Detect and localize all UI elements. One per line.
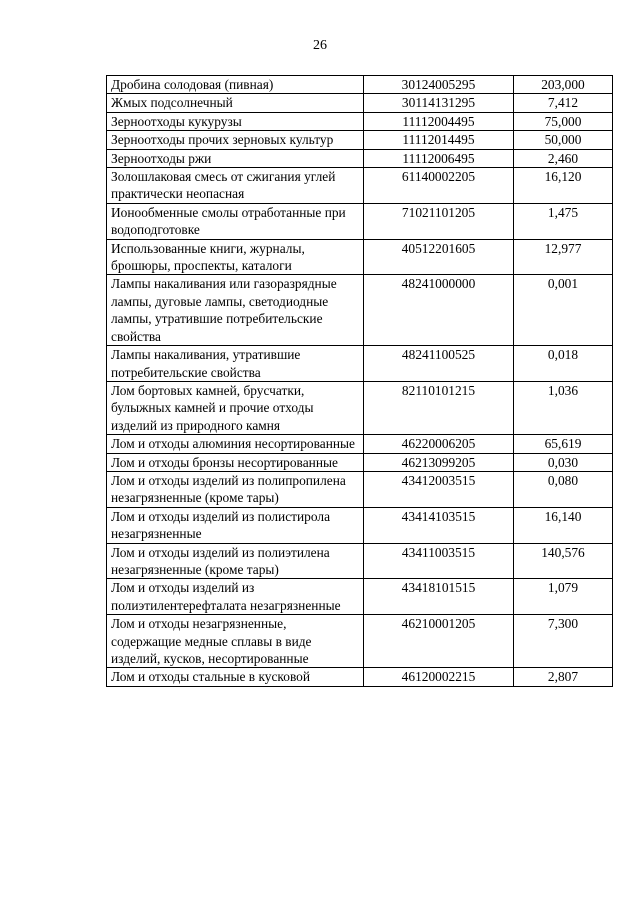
waste-code-cell: 48241100525 [364, 346, 514, 382]
waste-mass-cell: 16,140 [514, 507, 613, 543]
waste-code-cell: 43414103515 [364, 507, 514, 543]
waste-code-cell: 61140002205 [364, 168, 514, 204]
waste-code-cell: 11112014495 [364, 131, 514, 149]
waste-mass-cell: 1,079 [514, 579, 613, 615]
waste-code-cell: 48241000000 [364, 275, 514, 346]
waste-code-cell: 11112006495 [364, 149, 514, 167]
waste-mass-cell: 1,475 [514, 203, 613, 239]
table-row [107, 453, 613, 471]
waste-code-cell: 71021101205 [364, 203, 514, 239]
table-row [107, 615, 613, 668]
waste-name-cell: Лампы накаливания или газоразрядные лампы, дуговые лампы, светодиодные лампы, утратившие потребительские свойства [107, 275, 364, 346]
waste-code-cell: 30114131295 [364, 94, 514, 112]
table-row [107, 76, 613, 94]
waste-mass-cell: 0,080 [514, 471, 613, 507]
table-row [107, 149, 613, 167]
waste-name-cell: Зерноотходы ржи [107, 149, 364, 167]
table-row [107, 131, 613, 149]
waste-mass-cell: 0,018 [514, 346, 613, 382]
waste-table [106, 75, 613, 687]
waste-name-cell: Жмых подсолнечный [107, 94, 364, 112]
waste-name-cell: Лампы накаливания, утратившие потребительские свойства [107, 346, 364, 382]
waste-code-cell: 43412003515 [364, 471, 514, 507]
waste-mass-cell: 75,000 [514, 112, 613, 130]
waste-mass-cell: 16,120 [514, 168, 613, 204]
table-row [107, 275, 613, 346]
waste-mass-cell: 0,001 [514, 275, 613, 346]
waste-name-cell: Зерноотходы прочих зерновых культур [107, 131, 364, 149]
waste-name-cell: Лом и отходы изделий из полиэтилентерефталата незагрязненные [107, 579, 364, 615]
table-body [107, 76, 613, 687]
waste-mass-cell: 7,412 [514, 94, 613, 112]
waste-name-cell: Лом и отходы изделий из полистирола незагрязненные [107, 507, 364, 543]
table-row [107, 471, 613, 507]
table-row [107, 112, 613, 130]
waste-name-cell: Лом и отходы изделий из полиэтилена незагрязненные (кроме тары) [107, 543, 364, 579]
table-row [107, 579, 613, 615]
waste-name-cell: Использованные книги, журналы, брошюры, проспекты, каталоги [107, 239, 364, 275]
table-row [107, 346, 613, 382]
waste-mass-cell: 203,000 [514, 76, 613, 94]
waste-mass-cell: 7,300 [514, 615, 613, 668]
table-row [107, 381, 613, 434]
waste-mass-cell: 0,030 [514, 453, 613, 471]
table-row [107, 543, 613, 579]
waste-name-cell: Лом и отходы изделий из полипропилена незагрязненные (кроме тары) [107, 471, 364, 507]
waste-mass-cell: 65,619 [514, 435, 613, 453]
table-row [107, 668, 613, 686]
waste-code-cell: 43411003515 [364, 543, 514, 579]
table-row [107, 239, 613, 275]
waste-name-cell: Зерноотходы кукурузы [107, 112, 364, 130]
table-row [107, 203, 613, 239]
waste-code-cell: 40512201605 [364, 239, 514, 275]
table-row [107, 168, 613, 204]
waste-code-cell: 43418101515 [364, 579, 514, 615]
waste-mass-cell: 1,036 [514, 381, 613, 434]
page-number: 26 [313, 38, 327, 53]
waste-code-cell: 46120002215 [364, 668, 514, 686]
waste-name-cell: Ионообменные смолы отработанные при водоподготовке [107, 203, 364, 239]
waste-code-cell: 11112004495 [364, 112, 514, 130]
waste-mass-cell: 2,807 [514, 668, 613, 686]
waste-mass-cell: 2,460 [514, 149, 613, 167]
table-row [107, 435, 613, 453]
waste-mass-cell: 50,000 [514, 131, 613, 149]
waste-name-cell: Дробина солодовая (пивная) [107, 76, 364, 94]
waste-name-cell: Лом бортовых камней, брусчатки, булыжных камней и прочие отходы изделий из природного камня [107, 381, 364, 434]
waste-mass-cell: 140,576 [514, 543, 613, 579]
waste-name-cell: Лом и отходы стальные в кусковой [107, 668, 364, 686]
waste-code-cell: 82110101215 [364, 381, 514, 434]
waste-name-cell: Золошлаковая смесь от сжигания углей практически неопасная [107, 168, 364, 204]
table-row [107, 507, 613, 543]
waste-name-cell: Лом и отходы бронзы несортированные [107, 453, 364, 471]
waste-code-cell: 46213099205 [364, 453, 514, 471]
table-row [107, 94, 613, 112]
waste-name-cell: Лом и отходы незагрязненные, содержащие медные сплавы в виде изделий, кусков, несортированные [107, 615, 364, 668]
waste-code-cell: 30124005295 [364, 76, 514, 94]
waste-name-cell: Лом и отходы алюминия несортированные [107, 435, 364, 453]
waste-code-cell: 46220006205 [364, 435, 514, 453]
waste-code-cell: 46210001205 [364, 615, 514, 668]
waste-mass-cell: 12,977 [514, 239, 613, 275]
